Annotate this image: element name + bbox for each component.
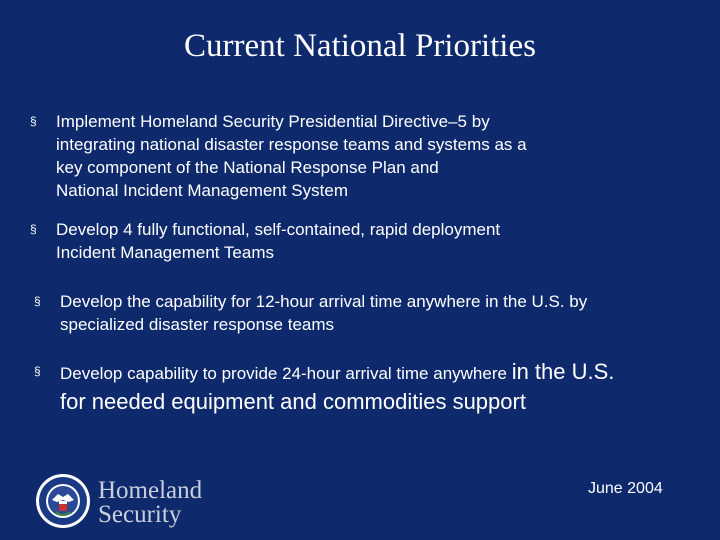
bullet-line-small: Develop capability to provide 24-hour arrival time anywhere [60,364,507,383]
bullet-line: Implement Homeland Security Presidential Directive–5 by [56,112,490,131]
bullet-marker: § [30,222,37,236]
bullet-text [60,290,700,336]
bullet-marker: § [34,364,41,378]
bullet-line: integrating national disaster response teams and systems as a [56,135,527,154]
bullet-line: specialized disaster response teams [60,315,335,334]
dhs-seal-icon [34,472,92,530]
logo-word-homeland: Homeland [98,477,203,504]
bullet-line: key component of the National Response Plan and [56,158,439,177]
homeland-security-logo [34,472,224,530]
bullet-line: Incident Management Teams [56,243,274,262]
bullet-text [56,110,527,202]
slide-date: June 2004 [588,480,663,497]
bullet-marker: § [30,114,37,128]
bullet-line: National Incident Management System [56,181,348,200]
bullet-line [60,360,720,385]
bullet-line-large: in the U.S. [511,359,615,384]
slide-title: Current National Priorities [184,28,536,64]
bullet-line: Develop 4 fully functional, self-contained, rapid deployment [56,220,501,239]
logo-word-security: Security [98,501,182,528]
bullet-line: for needed equipment and commodities support [60,389,526,414]
bullet-marker: § [34,294,41,308]
bullet-text [56,218,500,264]
bullet-text [60,360,720,417]
bullet-line: Develop the capability for 12-hour arrival time anywhere in the U.S. by [60,292,588,311]
